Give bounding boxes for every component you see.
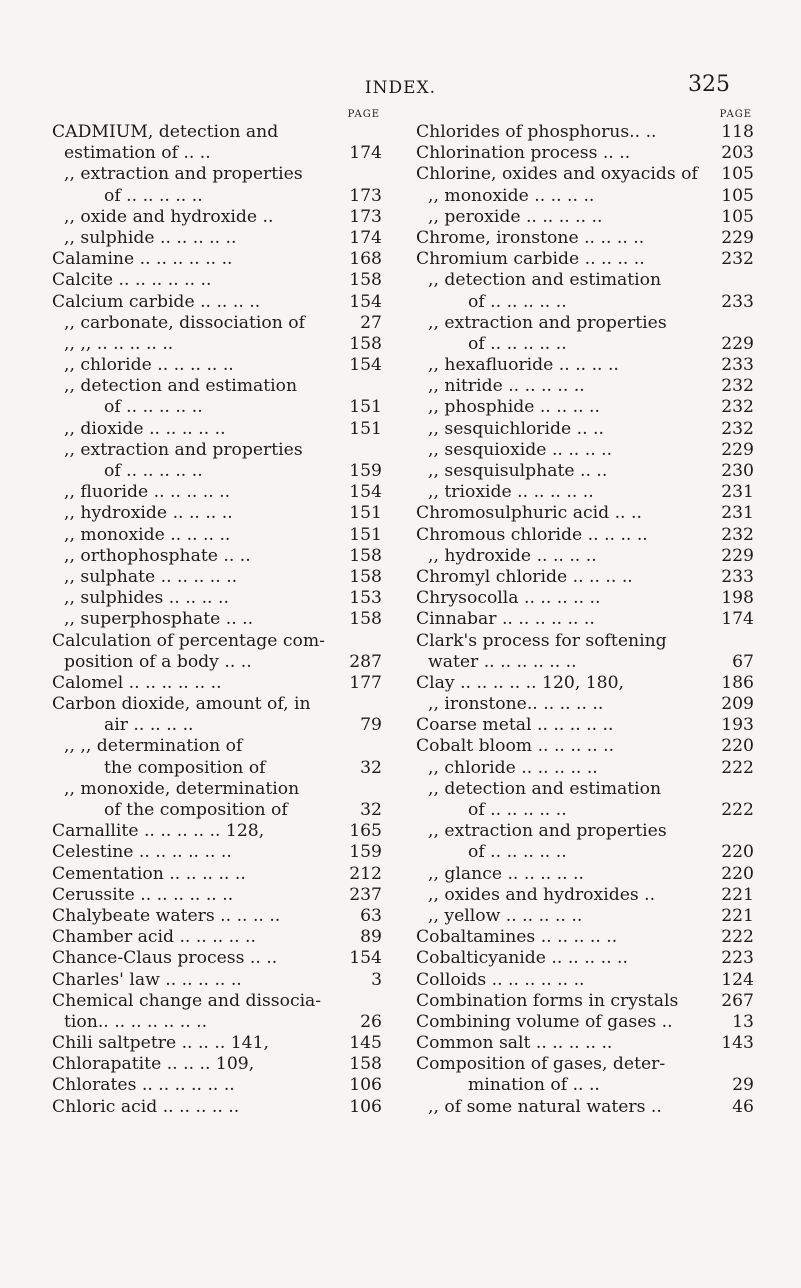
entry-text: of .. .. .. .. .. [468, 291, 567, 312]
index-entry [52, 927, 382, 948]
entry-text: Chamber acid .. .. .. .. .. [52, 927, 256, 948]
entry-text: of .. .. .. .. .. [468, 842, 567, 863]
index-entry [416, 270, 754, 291]
index-entry [416, 1097, 754, 1118]
index-entry [52, 842, 382, 863]
index-entry [52, 334, 382, 355]
index-entry [52, 313, 382, 334]
index-entry [416, 292, 754, 313]
index-entry [52, 461, 382, 482]
index-entry [52, 694, 382, 715]
index-entry [52, 397, 382, 418]
entry-text: Common salt .. .. .. .. .. [416, 1033, 613, 1054]
index-entry [416, 186, 754, 207]
index-entry [416, 546, 754, 567]
entry-page: 154 [349, 355, 382, 376]
index-entry [52, 885, 382, 906]
entry-page: 232 [721, 418, 754, 439]
index-entry [416, 800, 754, 821]
index-entry [416, 970, 754, 991]
entry-page: 106 [349, 1096, 382, 1117]
entry-page: 229 [721, 545, 754, 566]
entry-page: 46 [732, 1096, 754, 1117]
entry-page: 13 [732, 1011, 754, 1032]
index-entry [52, 355, 382, 376]
entry-text: of .. .. .. .. .. [104, 185, 203, 206]
entry-text: ,, ironstone.. .. .. .. .. [428, 694, 604, 715]
entry-text: ,, chloride .. .. .. .. .. [64, 355, 234, 376]
entry-text: ,, chloride .. .. .. .. .. [428, 757, 598, 778]
entry-page: 231 [721, 482, 754, 503]
index-entry [52, 419, 382, 440]
index-entry [416, 715, 754, 736]
index-entry [52, 631, 382, 652]
index-entry [52, 482, 382, 503]
entry-text: Chlorapatite .. .. .. 109, [52, 1054, 255, 1075]
entry-text: Charles' law .. .. .. .. .. [52, 969, 242, 990]
entry-page: 174 [349, 227, 382, 248]
entry-page: 105 [721, 164, 754, 185]
entry-page: 106 [349, 1075, 382, 1096]
entry-text: Clark's process for softening [416, 630, 667, 651]
entry-text: Chalybeate waters .. .. .. .. [52, 905, 281, 926]
entry-text: ,, nitride .. .. .. .. .. [428, 376, 585, 397]
index-entry [52, 991, 382, 1012]
entry-text: ,, superphosphate .. .. [64, 609, 254, 630]
entry-page: 203 [721, 143, 754, 164]
index-entry [416, 164, 754, 185]
entry-page: 154 [349, 948, 382, 969]
entry-text: of .. .. .. .. .. [468, 333, 567, 354]
entry-text: of .. .. .. .. .. [104, 397, 203, 418]
entry-text: Cinnabar .. .. .. .. .. .. [416, 609, 595, 630]
index-entry [52, 1075, 382, 1096]
entry-page: 233 [721, 291, 754, 312]
entry-page: 223 [721, 948, 754, 969]
entry-text: mination of .. .. [468, 1075, 600, 1096]
entry-page: 222 [721, 800, 754, 820]
entry-text: ,, sulphate .. .. .. .. .. [64, 566, 238, 587]
entry-text: Coarse metal .. .. .. .. .. [416, 715, 614, 736]
page-label: PAGE [347, 109, 380, 120]
entry-page: 232 [721, 376, 754, 397]
entry-text: Chemical change and dissocia- [52, 990, 322, 1011]
entry-text: ,, of some natural waters .. [428, 1096, 662, 1117]
entry-text: the composition of [104, 757, 266, 778]
entry-text: of .. .. .. .. .. [104, 461, 203, 481]
index-entry [416, 779, 754, 800]
entry-text: ,, trioxide .. .. .. .. .. [428, 482, 594, 503]
entry-text: Chlorates .. .. .. .. .. .. [52, 1075, 235, 1096]
index-entry [416, 991, 754, 1012]
entry-page: 32 [360, 757, 382, 778]
entry-text: Chance-Claus process .. .. [52, 948, 278, 969]
entry-page: 209 [721, 694, 754, 715]
index-entry [52, 758, 382, 779]
entry-text: Celestine .. .. .. .. .. .. [52, 842, 232, 863]
entry-page: 222 [721, 757, 754, 778]
entry-text: ,, oxides and hydroxides .. [428, 884, 656, 905]
index-entry [416, 228, 754, 249]
entry-page: 143 [721, 1033, 754, 1054]
entry-list [52, 122, 382, 1118]
entry-text: position of a body .. .. [64, 651, 252, 672]
index-entry [416, 1054, 754, 1075]
entry-page: 151 [349, 524, 382, 545]
index-entry [416, 122, 754, 143]
index-entry [52, 609, 382, 630]
entry-text: ,, glance .. .. .. .. .. [428, 863, 584, 884]
entry-text: ,, phosphide .. .. .. .. [428, 397, 600, 418]
index-entry [416, 503, 754, 524]
entry-page: 158 [349, 333, 382, 354]
entry-text: air .. .. .. .. [104, 715, 194, 736]
entry-text: Chlorides of phosphorus.. .. [416, 122, 657, 142]
index-entry [52, 228, 382, 249]
entry-page: 158 [349, 609, 382, 630]
entry-page: 221 [721, 905, 754, 926]
entry-text: Cobaltamines .. .. .. .. .. [416, 927, 618, 948]
index-entry [416, 1012, 754, 1033]
entry-text: Chrysocolla .. .. .. .. .. [416, 588, 601, 609]
entry-text: ,, orthophosphate .. .. [64, 545, 251, 566]
index-entry [416, 631, 754, 652]
entry-page: 159 [349, 842, 382, 863]
entry-page: 145 [349, 1033, 382, 1054]
index-entry [416, 588, 754, 609]
entry-text: water .. .. .. .. .. .. [428, 651, 577, 672]
entry-text: ,, ,, .. .. .. .. .. [64, 333, 174, 354]
entry-text: Chrome, ironstone .. .. .. .. [416, 227, 645, 248]
index-entry [52, 1054, 382, 1075]
index-entry [416, 948, 754, 969]
entry-page: 63 [360, 905, 382, 926]
index-entry [52, 503, 382, 524]
index-entry [52, 970, 382, 991]
index-entry [416, 842, 754, 863]
entry-page: 154 [349, 291, 382, 312]
entry-text: ,, extraction and properties [64, 439, 303, 460]
entry-page: 233 [721, 566, 754, 587]
index-entry [416, 249, 754, 270]
entry-page: 173 [349, 185, 382, 206]
entry-page: 89 [360, 927, 382, 948]
index-entry [52, 715, 382, 736]
entry-page: 151 [349, 397, 382, 418]
index-entry [52, 440, 382, 461]
entry-page: 26 [360, 1011, 382, 1032]
entry-text: tion.. .. .. .. .. .. .. [64, 1011, 208, 1032]
entry-page: 105 [721, 206, 754, 227]
entry-page: 220 [721, 842, 754, 863]
entry-page: 221 [721, 884, 754, 905]
entry-text: Combining volume of gases .. [416, 1011, 673, 1032]
entry-page: 3 [371, 969, 382, 990]
index-entry [416, 334, 754, 355]
index-entry [416, 376, 754, 397]
entry-page: 186 [721, 672, 754, 693]
entry-page: 229 [721, 439, 754, 460]
entry-page: 174 [349, 143, 382, 164]
index-entry [416, 355, 754, 376]
entry-page: 79 [360, 715, 382, 736]
entry-list [416, 122, 754, 1118]
entry-page: 267 [721, 990, 754, 1011]
entry-page: 232 [721, 397, 754, 418]
entry-text: ,, detection and estimation [64, 376, 298, 397]
page-number: 325 [688, 72, 730, 97]
entry-page: 222 [721, 927, 754, 948]
entry-page: 151 [349, 418, 382, 439]
entry-text: ,, peroxide .. .. .. .. .. [428, 206, 603, 227]
entry-text: Clay .. .. .. .. .. 120, 180, [416, 672, 625, 693]
index-entry [416, 927, 754, 948]
entry-page: 233 [721, 355, 754, 376]
entry-page: 124 [721, 969, 754, 990]
entry-page: 230 [721, 461, 754, 481]
entry-page: 29 [732, 1075, 754, 1096]
entry-text: CADMIUM, detection and [52, 122, 279, 142]
entry-text: ,, yellow .. .. .. .. .. [428, 905, 583, 926]
entry-text: Chlorination process .. .. [416, 143, 631, 164]
index-entry [416, 864, 754, 885]
index-entry [416, 419, 754, 440]
entry-text: Chromyl chloride .. .. .. .. [416, 566, 633, 587]
entry-text: Calcite .. .. .. .. .. .. [52, 270, 212, 291]
index-entry [416, 143, 754, 164]
entry-text: Calomel .. .. .. .. .. .. [52, 672, 222, 693]
index-entry [52, 948, 382, 969]
index-entry [52, 1012, 382, 1033]
index-entry [52, 673, 382, 694]
index-entry [416, 885, 754, 906]
index-entry [52, 207, 382, 228]
entry-page: 151 [349, 503, 382, 524]
entry-text: ,, dioxide .. .. .. .. .. [64, 418, 226, 439]
index-entry [52, 588, 382, 609]
entry-text: of .. .. .. .. .. [468, 800, 567, 820]
entry-text: ,, ,, determination of [64, 736, 243, 757]
index-entry [416, 609, 754, 630]
entry-page: 231 [721, 503, 754, 524]
entry-text: Cementation .. .. .. .. .. [52, 863, 246, 884]
index-entry [416, 694, 754, 715]
entry-page: 158 [349, 1054, 382, 1075]
entry-text: ,, sulphides .. .. .. .. [64, 588, 229, 609]
index-entry [416, 313, 754, 334]
entry-text: ,, extraction and properties [428, 312, 667, 333]
entry-text: Chromous chloride .. .. .. .. [416, 524, 648, 545]
index-entry [52, 779, 382, 800]
index-entry [52, 292, 382, 313]
entry-page: 229 [721, 227, 754, 248]
entry-text: ,, hydroxide .. .. .. .. [64, 503, 233, 524]
index-entry [52, 122, 382, 143]
entry-page: 287 [349, 651, 382, 672]
entry-page: 105 [721, 185, 754, 206]
index-entry [416, 906, 754, 927]
entry-text: Carnallite .. .. .. .. .. 128, [52, 821, 265, 842]
entry-text: ,, hexafluoride .. .. .. .. [428, 355, 619, 376]
page-label: PAGE [719, 109, 752, 120]
entry-text: ,, extraction and properties [64, 164, 303, 185]
index-entry [416, 461, 754, 482]
entry-page: 237 [349, 884, 382, 905]
entry-page: 229 [721, 333, 754, 354]
index-entry [416, 652, 754, 673]
entry-page: 27 [360, 312, 382, 333]
entry-page: 173 [349, 206, 382, 227]
entry-page: 165 [349, 821, 382, 842]
entry-text: Cerussite .. .. .. .. .. .. [52, 884, 234, 905]
entry-page: 67 [732, 651, 754, 672]
index-entry [416, 440, 754, 461]
index-entry [52, 376, 382, 397]
index-entry [52, 1097, 382, 1118]
index-entry [416, 821, 754, 842]
index-entry [416, 525, 754, 546]
entry-text: Cobalt bloom .. .. .. .. .. [416, 736, 615, 757]
index-entry [416, 207, 754, 228]
entry-text: Chloric acid .. .. .. .. .. [52, 1096, 240, 1117]
entry-text: of the composition of [104, 800, 288, 820]
entry-page: 153 [349, 588, 382, 609]
index-entry [52, 525, 382, 546]
entry-text: Composition of gases, deter- [416, 1054, 666, 1075]
entry-text: Combination forms in crystals [416, 990, 679, 1011]
index-entry [416, 1033, 754, 1054]
index-entry [416, 673, 754, 694]
index-entry [416, 397, 754, 418]
running-head: INDEX. [364, 78, 437, 98]
index-entry [416, 1075, 754, 1096]
entry-text: Cobalticyanide .. .. .. .. .. [416, 948, 628, 969]
index-entry [52, 186, 382, 207]
entry-text: ,, fluoride .. .. .. .. .. [64, 482, 231, 503]
index-entry [52, 164, 382, 185]
entry-text: Colloids .. .. .. .. .. .. [416, 969, 585, 990]
index-column-right [416, 108, 754, 1118]
entry-text: Chromium carbide .. .. .. .. [416, 249, 645, 270]
entry-page: 232 [721, 249, 754, 270]
entry-text: ,, sesquioxide .. .. .. .. [428, 439, 613, 460]
entry-text: Chlorine, oxides and oxyacids of [416, 164, 698, 185]
entry-text: ,, sesquisulphate .. .. [428, 461, 608, 481]
index-entry [416, 567, 754, 588]
entry-page: 154 [349, 482, 382, 503]
entry-page: 32 [360, 800, 382, 820]
entry-page: 158 [349, 566, 382, 587]
entry-text: ,, extraction and properties [428, 821, 667, 842]
entry-page: 198 [721, 588, 754, 609]
index-entry [52, 546, 382, 567]
entry-text: Carbon dioxide, amount of, in [52, 694, 311, 715]
entry-text: ,, detection and estimation [428, 778, 662, 799]
index-entry [52, 143, 382, 164]
index-entry [52, 567, 382, 588]
entry-text: ,, carbonate, dissociation of [64, 312, 306, 333]
entry-text: ,, monoxide .. .. .. .. [428, 185, 595, 206]
index-entry [52, 736, 382, 757]
entry-text: Chili saltpetre .. .. .. 141, [52, 1033, 270, 1054]
entry-text: Calcium carbide .. .. .. .. [52, 291, 261, 312]
entry-text: ,, sesquichloride .. .. [428, 418, 604, 439]
entry-page: 174 [721, 609, 754, 630]
index-entry [52, 906, 382, 927]
entry-text: estimation of .. .. [64, 143, 211, 164]
entry-page: 193 [721, 715, 754, 736]
entry-page: 212 [349, 863, 382, 884]
entry-text: Chromosulphuric acid .. .. [416, 503, 642, 524]
entry-page: 159 [349, 461, 382, 481]
entry-page: 168 [349, 249, 382, 270]
index-entry [52, 864, 382, 885]
entry-text: ,, monoxide .. .. .. .. [64, 524, 231, 545]
entry-page: 158 [349, 545, 382, 566]
entry-text: ,, hydroxide .. .. .. .. [428, 545, 597, 566]
entry-text: Calculation of percentage com- [52, 630, 325, 651]
index-entry [52, 270, 382, 291]
index-entry [416, 736, 754, 757]
index-entry [52, 821, 382, 842]
entry-text: ,, sulphide .. .. .. .. .. [64, 227, 237, 248]
index-column-left [52, 108, 382, 1118]
entry-page: 158 [349, 270, 382, 291]
index-entry [52, 800, 382, 821]
entry-text: ,, detection and estimation [428, 270, 662, 291]
index-entry [52, 652, 382, 673]
entry-page: 220 [721, 863, 754, 884]
entry-page: 232 [721, 524, 754, 545]
entry-page: 177 [349, 672, 382, 693]
entry-text: Calamine .. .. .. .. .. .. [52, 249, 233, 270]
entry-text: ,, monoxide, determination [64, 778, 300, 799]
entry-page: 220 [721, 736, 754, 757]
index-entry [416, 758, 754, 779]
index-entry [52, 1033, 382, 1054]
index-entry [416, 482, 754, 503]
index-entry [52, 249, 382, 270]
entry-text: ,, oxide and hydroxide .. [64, 206, 274, 227]
entry-page: 118 [721, 122, 754, 142]
